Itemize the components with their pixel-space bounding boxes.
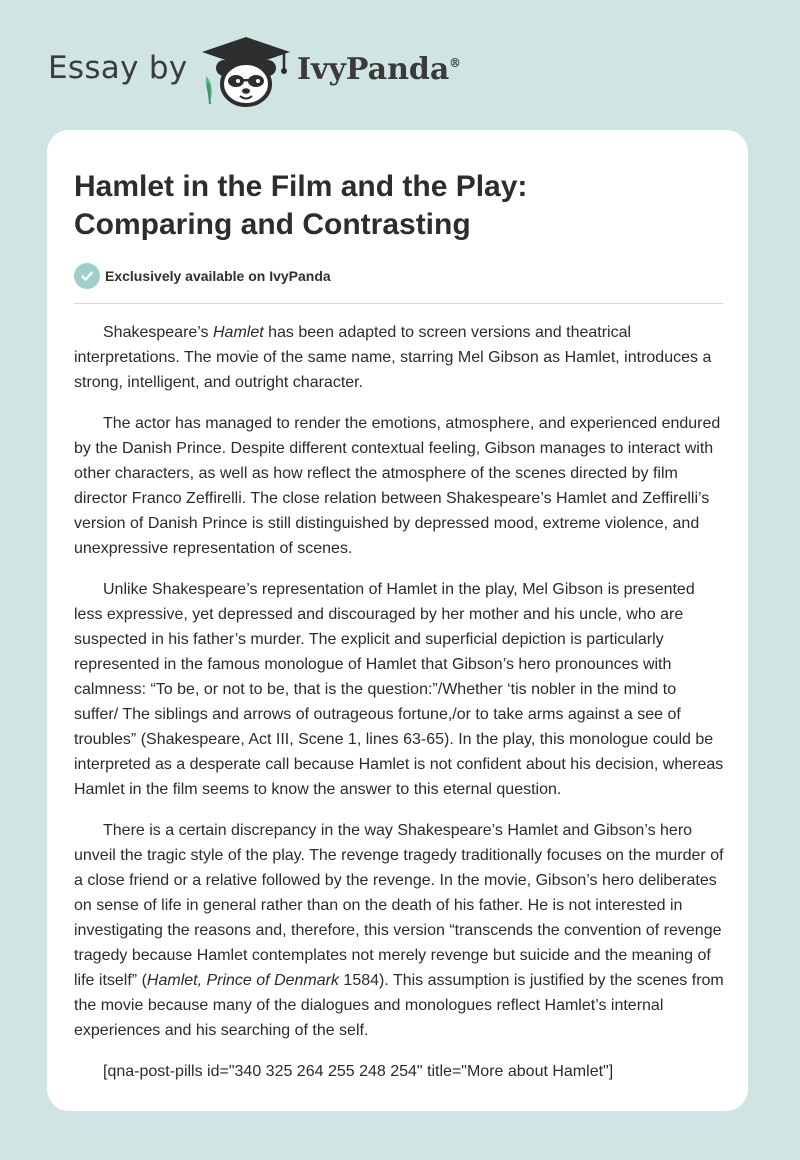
panda-graduate-icon[interactable] [198,36,294,108]
brand-prefix: Essay by [48,50,188,86]
check-icon [74,263,100,289]
brand-name[interactable]: IvyPanda [297,52,450,87]
divider [74,303,723,304]
title-line-2: Comparing and Contrasting [74,208,471,241]
paragraph-4: There is a certain discrepancy in the way Shakespeare’s Hamlet and Gibson’s hero unveil the tragic style of the play. The revenge tragedy traditionally focuses on the murder of a close friend or a relative followed by the revenge. In the movie, Gibson’s hero deliberates on sense of life in general rather than on the death of his father. He is not interested in investigating the reasons and, therefore, this version “transcends the convention of revenge tragedy because Hamlet contemplates not merely revenge but suicide and the meaning of life itself” (Hamlet, Prince of Denmark 1584). This assumption is justified by the scenes from the movie because many of the dialogues and monologues reflect Hamlet’s internal experiences and his searching of the self. [74,822,724,1039]
paragraph-2: The actor has managed to render the emotions, atmosphere, and experienced endured by the Danish Prince. Despite different contextual feeling, Gibson manages to interact with other characters, as well as how reflect the atmosphere of the scenes directed by film director Franco Zeffirelli. The close relation between Shakespeare’s Hamlet and Zeffirelli’s version of Danish Prince is still distinguished by depressed mood, extreme violence, and unexpressive representation of scenes. [74,415,721,557]
article-body [74,320,724,1100]
registered-mark: ® [449,56,461,70]
article-card [47,130,748,1111]
shortcode-text: [qna-post-pills id="340 325 264 255 248 254" title="More about Hamlet"] [103,1063,614,1080]
exclusive-badge [74,263,331,289]
paragraph-1: Shakespeare’s Hamlet has been adapted to screen versions and theatrical interpretations. The movie of the same name, starring Mel Gibson as Hamlet, introduces a strong, intelligent, and outright character. [74,324,712,391]
title-line-1: Hamlet in the Film and the Play: [74,170,528,203]
paragraph-3: Unlike Shakespeare’s representation of Hamlet in the play, Mel Gibson is presented less expressive, yet depressed and discouraged by her mother and his uncle, who are suspected in his father’s murder. The explicit and superficial depiction is particularly represented in the famous monologue of Hamlet that Gibson’s hero pronounces with calmness: “To be, or not to be, that is the question:”/Whether ‘tis nobler in the mind to suffer/ The siblings and arrows of outrageous fortune,/or to take arms against a see of troubles” (Shakespeare, Act III, Scene 1, lines 63-65). In the play, this monologue could be interpreted as a desperate call because Hamlet is not confident about his decision, whereas Hamlet in the film seems to know the answer to this eternal question. [74,581,724,798]
badge-text: Exclusively available on IvyPanda [105,268,331,284]
cited-work: Hamlet, Prince of Denmark [146,972,339,989]
page-title [74,168,724,244]
site-header [0,0,800,130]
play-title: Hamlet [213,324,264,341]
